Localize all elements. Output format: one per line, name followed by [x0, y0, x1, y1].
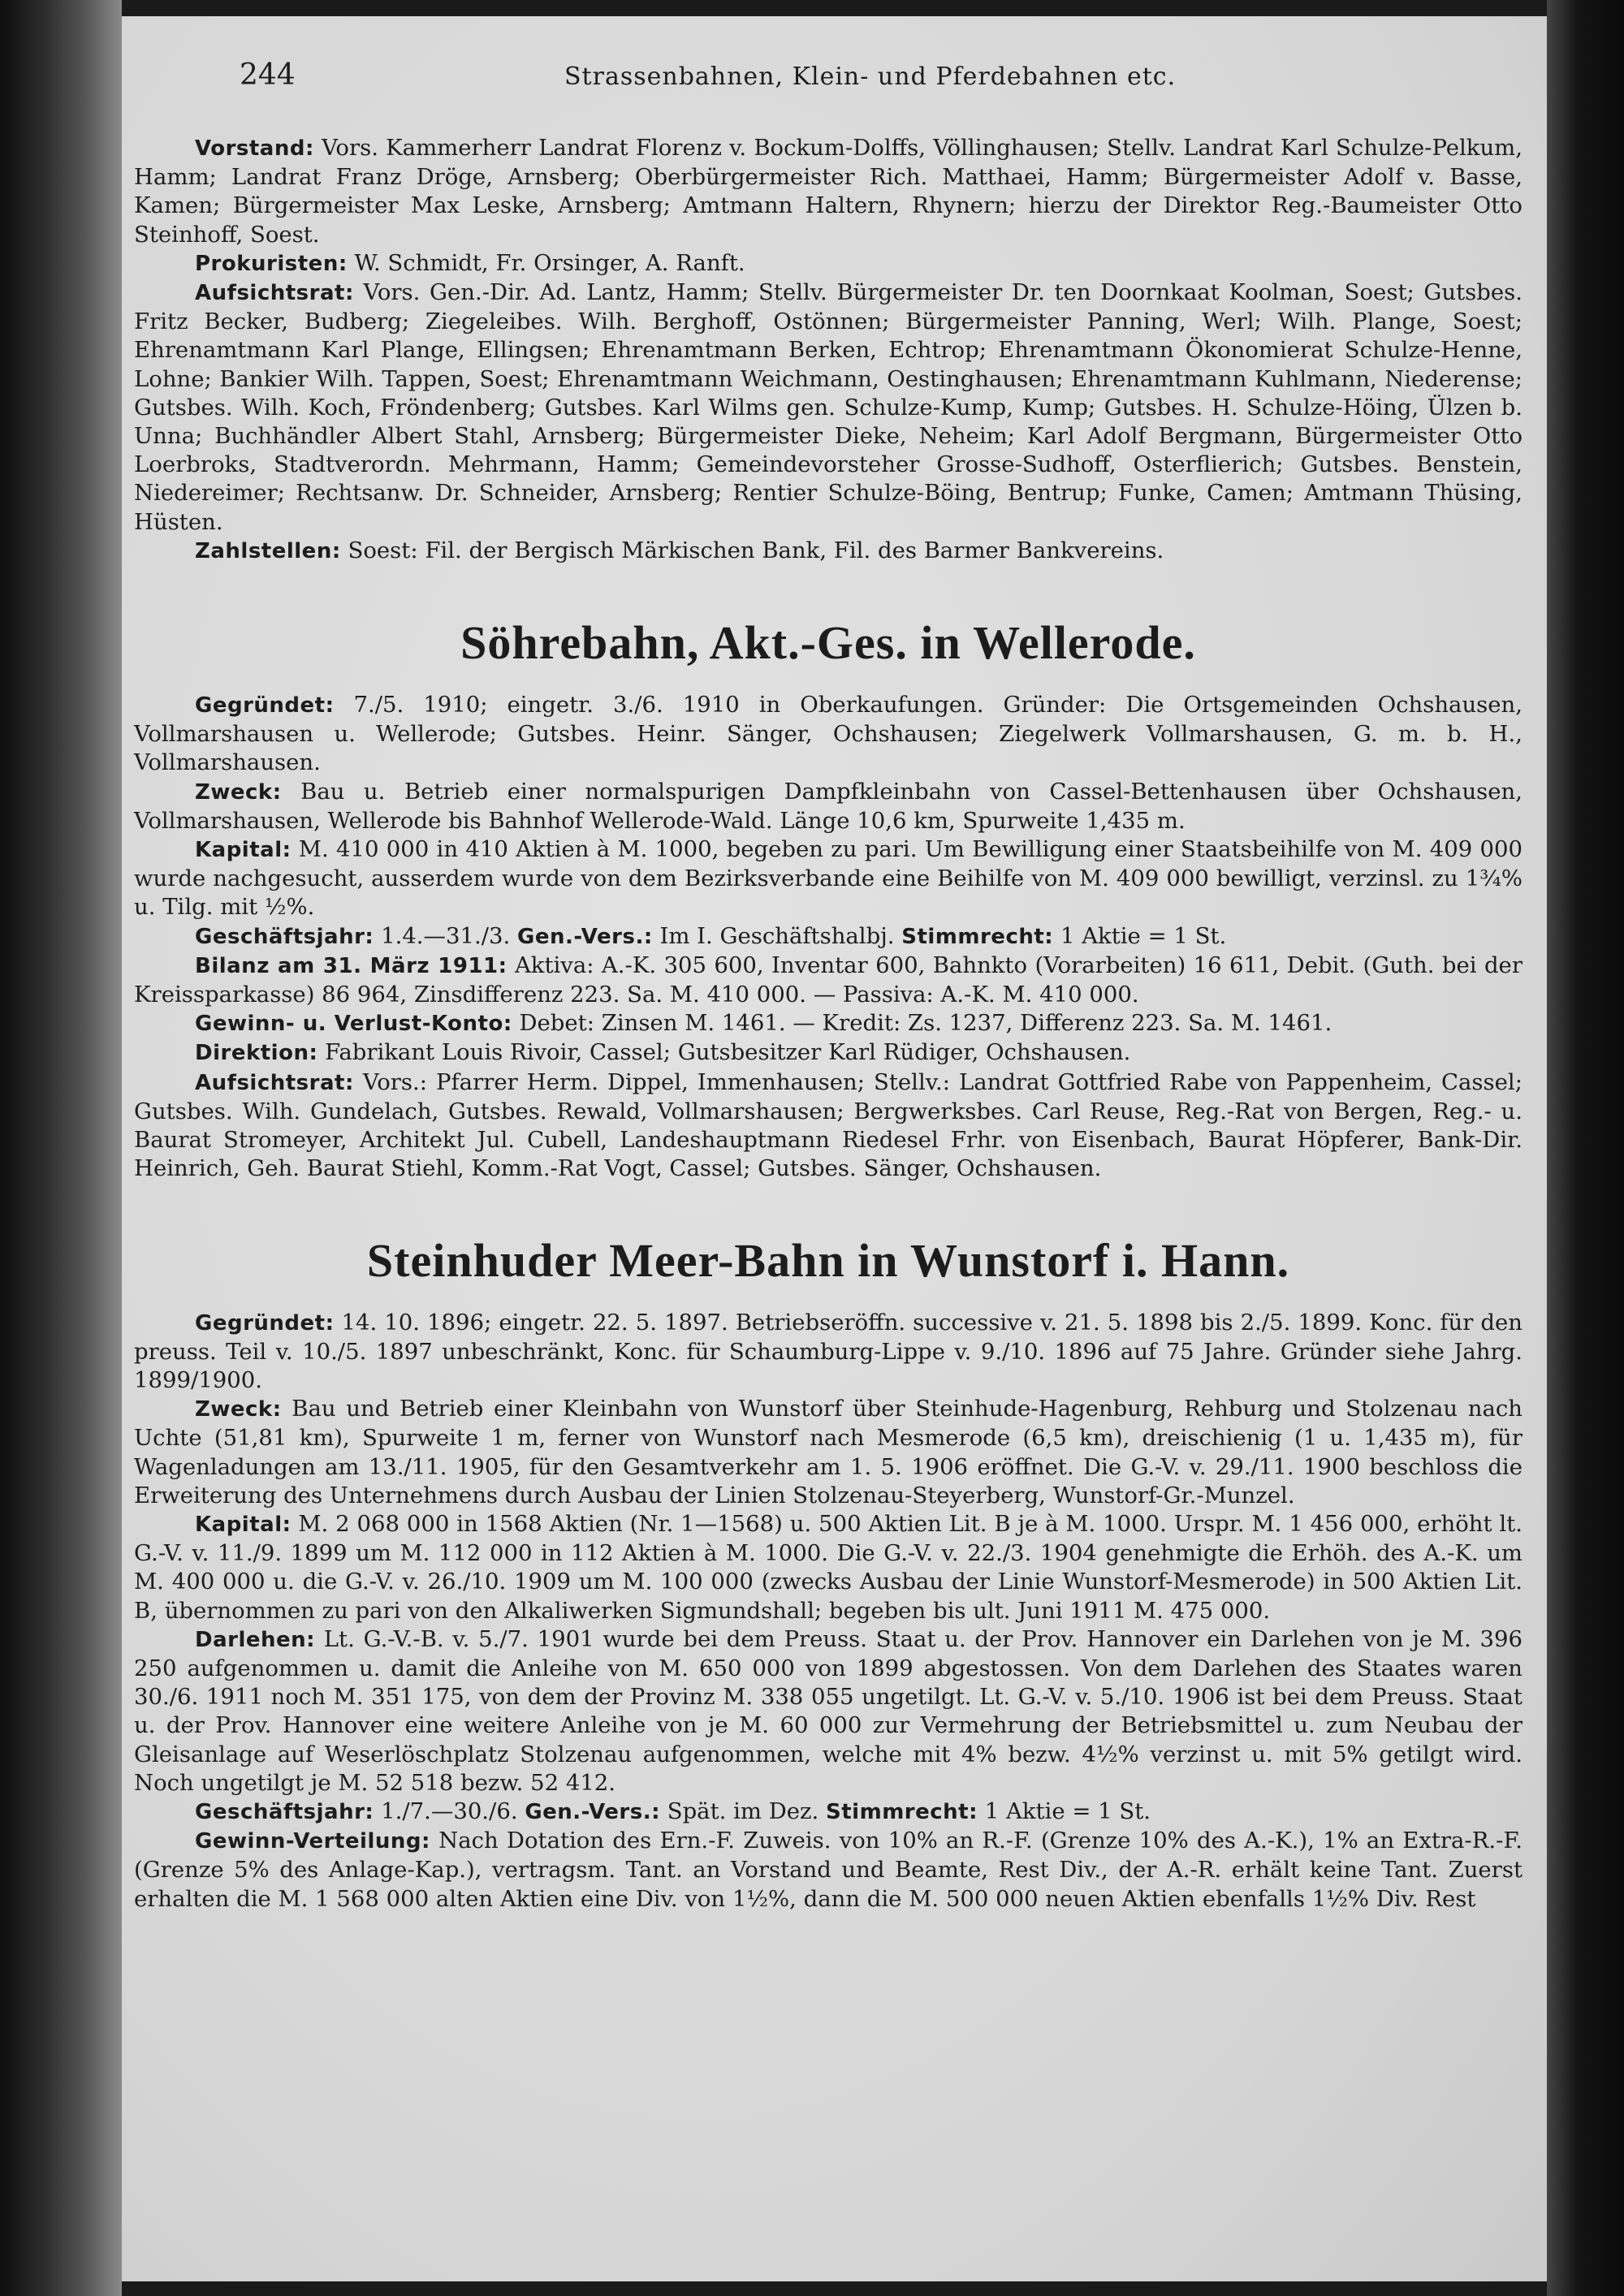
- entry-label: Direktion:: [195, 1041, 318, 1066]
- entry-label: Geschäftsjahr:: [195, 924, 374, 949]
- page-number: 244: [240, 58, 296, 92]
- body-text: [134, 134, 1522, 1914]
- entry-label: Gegründet:: [195, 1310, 335, 1336]
- entry-label: Gen.-Vers.:: [525, 1799, 660, 1824]
- entry-label: Geschäftsjahr:: [195, 1799, 374, 1824]
- section-title-steinhuder: Steinhuder Meer-Bahn in Wunstorf i. Hann.: [366, 1233, 1290, 1287]
- entry-text: 14. 10. 1896; eingetr. 22. 5. 1897. Betriebseröffn. successive v. 21. 5. 1898 bis 2./5. 1899. Konc. für den preuss. Teil v. 10./5. 1897 unbeschränkt, Konc. für Schaumburg-Lippe v. 9./10. 1896 auf 75 Jahre. Gründer siehe Jahrg. 1899/1900.: [134, 1309, 1522, 1393]
- entry-text: Vors. Kammerherr Landrat Florenz v. Bockum-Dolffs, Völlinghausen; Stellv. Landrat Karl Schulze-Pelkum, Hamm; Landrat Franz Dröge, Arnsberg; Oberbürgermeister Rich. Matthaei, Hamm; Bürgermeister Adolf v. Basse, Kamen; Bürgermeister Max Leske, Arnsberg; Amtmann Haltern, Rhynern; hierzu der Direktor Reg.-Baumeister Otto Steinhoff, Soest.: [134, 135, 1522, 248]
- paragraph-kapital: [134, 835, 1522, 922]
- paragraph-zweck: [134, 1395, 1522, 1510]
- entry-label: Gen.-Vers.:: [517, 924, 653, 949]
- entry-text: Im I. Geschäftshalbj.: [659, 922, 895, 949]
- paragraph-aufsichtsrat: [134, 1068, 1522, 1184]
- entry-text: 7./5. 1910; eingetr. 3./6. 1910 in Oberkaufungen. Gründer: Die Ortsgemeinden Ochshausen, Vollmarshausen u. Wellerode; Gutsbes. Heinr. Sänger, Ochshausen; Ziegelwerk Vollmarshausen, G. m. b. H., Vollmarshausen.: [134, 692, 1522, 776]
- paragraph-bilanz: [134, 952, 1522, 1009]
- paragraph-gewinn-verlust: [134, 1009, 1522, 1038]
- entry-text: 1 Aktie = 1 St.: [1060, 922, 1227, 949]
- entry-label: Kapital:: [195, 1512, 292, 1537]
- section-continuation: [134, 134, 1522, 566]
- page-edge-shadow: [1547, 0, 1624, 2296]
- entry-text: Vors.: Pfarrer Herm. Dippel, Immenhausen; Stellv.: Landrat Gottfried Rabe von Pappenheim, Cassel; Gutsbes. Wilh. Gundelach, Gutsbes. Rewald, Vollmarshausen; Bergwerksbes. Carl Reuse, Reg.-Rat von Bergen, Reg.- u. Baurat Stromeyer, Architekt Jul. Cubell, Landeshauptmann Riedesel Frhr. von Eisenbach, Baurat Höpferer, Bank-Dir. Heinrich, Geh. Baurat Stiehl, Komm.-Rat Vogt, Cassel; Gutsbes. Sänger, Ochshausen.: [134, 1068, 1522, 1182]
- entry-text: Soest: Fil. der Bergisch Märkischen Bank, Fil. des Barmer Bankvereins.: [348, 537, 1164, 563]
- paragraph-gegruendet: [134, 1309, 1522, 1396]
- entry-label: Prokuristen:: [195, 251, 348, 276]
- entry-label: Zweck:: [195, 779, 282, 805]
- paragraph-zahlstellen: [134, 537, 1522, 566]
- paragraph-geschaeftsjahr: [134, 922, 1522, 952]
- entry-label: Bilanz am 31. März 1911:: [195, 953, 508, 978]
- entry-text: M. 410 000 in 410 Aktien à M. 1000, begeben zu pari. Um Bewilligung einer Staatsbeihilfe von M. 409 000 wurde nachgesucht, ausserdem wurde von dem Bezirksverbande eine Beihilfe von M. 409 000 bewilligt, verzinsl. zu 1¾% u. Tilg. mit ½%.: [134, 836, 1522, 921]
- paragraph-kapital: [134, 1510, 1522, 1625]
- entry-text: Spät. im Dez.: [667, 1798, 819, 1824]
- paragraph-vorstand: [134, 134, 1522, 249]
- section-steinhuder: [134, 1309, 1522, 1914]
- entry-text: M. 2 068 000 in 1568 Aktien (Nr. 1—1568) u. 500 Aktien Lit. B je à M. 1000. Urspr. M. 1 456 000, erhöht lt. G.-V. v. 11./9. 1899 um M. 112 000 in 112 Aktien à M. 1000. Die G.-V. v. 22./3. 1904 genehmigte die Erhöh. des A.-K. um M. 400 000 u. die G.-V. v. 26./10. 1909 um M. 100 000 (zwecks Ausbau der Linie Wunstorf-Mesmerode) in 500 Aktien Lit. B, übernommen zu pari von den Alkaliwerken Sigmundshall; begeben bis ult. Juni 1911 M. 475 000.: [134, 1510, 1522, 1624]
- paragraph-direktion: [134, 1038, 1522, 1068]
- paragraph-geschaeftsjahr: [134, 1798, 1522, 1827]
- entry-label: Stimmrecht:: [901, 924, 1054, 949]
- running-title: Strassenbahnen, Klein- und Pferdebahnen etc.: [564, 63, 1177, 91]
- entry-label: Aufsichtsrat:: [195, 281, 354, 306]
- entry-text: Vors. Gen.-Dir. Ad. Lantz, Hamm; Stellv. Bürgermeister Dr. ten Doornkaat Koolman, Soest; Gutsbes. Fritz Becker, Budberg; Ziegeleibes. Wilh. Berghoff, Ostönnen; Bürgermeister Panning, Werl; Wilh. Plange, Soest; Ehrenamtmann Karl Plange, Ellingsen; Ehrenamtmann Berken, Echtrop; Ehrenamtmann Ökonomierat Schulze-Henne, Lohne; Bankier Wilh. Tappen, Soest; Ehrenamtmann Weichmann, Oestinghausen; Ehrenamtmann Kuhlmann, Niederense; Gutsbes. Wilh. Koch, Fröndenberg; Gutsbes. Karl Wilms gen. Schulze-Kump, Kump; Gutsbes. H. Schulze-Höing, Ülzen b. Unna; Buchhändler Albert Stahl, Arnsberg; Bürgermeister Dieke, Neheim; Karl Adolf Bergmann, Bürgermeister Otto Loerbroks, Stadtverordn. Mehrmann, Hamm; Gemeindevorsteher Grosse-Sudhoff, Osterflierich; Gutsbes. Benstein, Niedereimer; Rechtsanw. Dr. Schneider, Arnsberg; Rentier Schulze-Böing, Bentrup; Funke, Camen; Amtmann Thüsing, Hüsten.: [134, 279, 1522, 535]
- entry-text: W. Schmidt, Fr. Orsinger, A. Ranft.: [354, 249, 745, 276]
- entry-text: 1 Aktie = 1 St.: [984, 1798, 1151, 1824]
- entry-text: 1./7.—30./6.: [381, 1798, 518, 1824]
- entry-text: 1.4.—31./3.: [381, 922, 511, 949]
- paragraph-aufsichtsrat: [134, 278, 1522, 537]
- entry-text: Debet: Zinsen M. 1461. — Kredit: Zs. 1237, Differenz 223. Sa. M. 1461.: [519, 1010, 1332, 1037]
- entry-label: Gewinn-Verteilung:: [195, 1829, 430, 1854]
- entry-text: Bau und Betrieb einer Kleinbahn von Wunstorf über Steinhude-Hagenburg, Rehburg und Stolzenau nach Uchte (51,81 km), Spurweite 1 m, ferner von Wunstorf nach Mesmerode (6,5 km), dreischienig (1 u. 1,435 m), für Wagenladungen am 13./11. 1905, für den Gesamtverkehr am 1. 5. 1906 eröffnet. Die G.-V. v. 29./11. 1900 beschloss die Erweiterung des Unternehmens durch Ausbau der Linien Stolzenau-Steyerberg, Wunstorf-Gr.-Munzel.: [134, 1396, 1522, 1508]
- entry-label: Gewinn- u. Verlust-Konto:: [195, 1012, 512, 1037]
- paragraph-prokuristen: [134, 249, 1522, 278]
- entry-label: Darlehen:: [195, 1627, 316, 1652]
- entry-text: Fabrikant Louis Rivoir, Cassel; Gutsbesitzer Karl Rüdiger, Ochshausen.: [325, 1039, 1131, 1066]
- entry-text: Bau u. Betrieb einer normalspurigen Dampfkleinbahn von Cassel-Bettenhausen über Ochshausen, Vollmarshausen, Wellerode bis Bahnhof Wellerode-Wald. Länge 10,6 km, Spurweite 1,435 m.: [134, 778, 1522, 834]
- paragraph-gegruendet: [134, 691, 1522, 778]
- entry-label: Zweck:: [195, 1397, 282, 1422]
- running-header: [134, 53, 1522, 101]
- entry-label: Gegründet:: [195, 693, 335, 719]
- entry-label: Kapital:: [195, 838, 292, 863]
- paragraph-darlehen: [134, 1625, 1522, 1798]
- page-content: [134, 53, 1523, 1912]
- section-title-soehrebahn: Söhrebahn, Akt.-Ges. in Wellerode.: [460, 616, 1196, 670]
- book-spine: [0, 0, 122, 2296]
- entry-label: Zahlstellen:: [195, 538, 341, 563]
- entry-text: Lt. G.-V.-B. v. 5./7. 1901 wurde bei dem Preuss. Staat u. der Prov. Hannover ein Darlehen von je M. 396 250 aufgenommen u. damit die Anleihe von M. 650 000 von 1899 abgestossen. Von dem Darlehen des Staates waren 30./6. 1911 noch M. 351 175, von dem der Provinz M. 338 055 ungetilgt. Lt. G.-V. v. 5./10. 1906 ist bei dem Preuss. Staat u. der Prov. Hannover eine weitere Anleihe von je M. 60 000 zur Vermehrung der Betriebsmittel u. zum Neubau der Gleisanlage auf Weserlöschplatz Stolzenau aufgenommen, welche mit 4% bezw. 4½% verzinst u. mit 5% getilgt wird. Noch ungetilgt je M. 52 518 bezw. 52 412.: [134, 1625, 1523, 1796]
- entry-text: Aktiva: A.-K. 305 600, Inventar 600, Bahnkto (Vorarbeiten) 16 611, Debit. (Guth. bei der Kreissparkasse) 86 964, Zinsdifferenz 223. Sa. M. 410 000. — Passiva: A.-K. M. 410 000.: [134, 952, 1522, 1008]
- entry-text: Nach Dotation des Ern.-F. Zuweis. von 10% an R.-F. (Grenze 10% des A.-K.), 1% an Extra-R.-F. (Grenze 5% des Anlage-Kap.), vertragsm. Tant. an Vorstand und Beamte, Rest Div., der A.-R. erhält keine Tant. Zuerst erhalten die M. 1 568 000 alten Aktien eine Div. von 1½%, dann die M. 500 000 neuen Aktien ebenfalls 1½% Div. Rest: [134, 1828, 1522, 1912]
- entry-label: Vorstand:: [195, 136, 314, 161]
- entry-label: Stimmrecht:: [826, 1799, 978, 1824]
- entry-label: Aufsichtsrat:: [195, 1070, 354, 1095]
- section-soehrebahn: [134, 691, 1522, 1183]
- paragraph-zweck: [134, 778, 1522, 835]
- paragraph-gewinn-verteilung: [134, 1827, 1522, 1914]
